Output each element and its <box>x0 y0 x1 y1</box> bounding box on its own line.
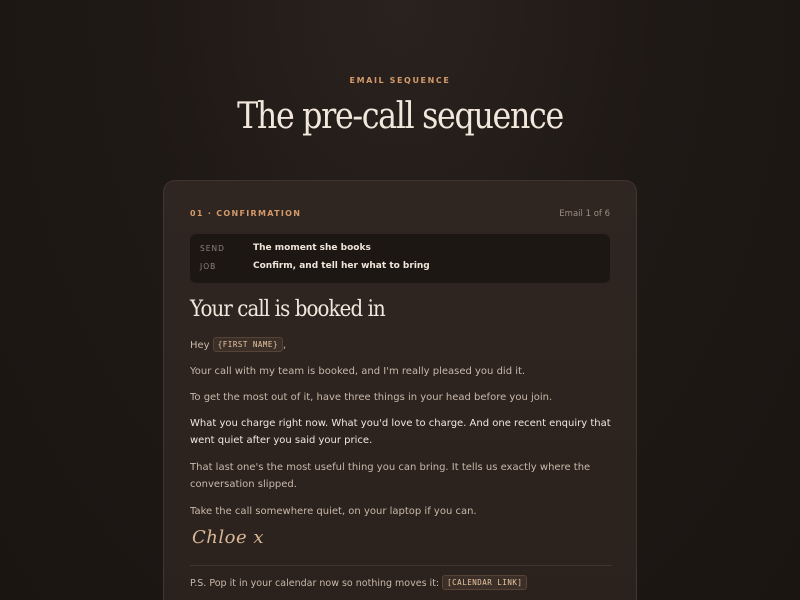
divider <box>190 565 612 566</box>
email-paragraph: That last one's the most useful thing you can bring. It tells us exactly where the conversation slipped. <box>190 462 591 490</box>
meta-key: JOB <box>200 262 217 271</box>
section-eyebrow: EMAIL SEQUENCE <box>349 76 451 85</box>
first-name-token: {FIRST NAME} <box>213 337 283 352</box>
meta-key: SEND <box>200 244 225 253</box>
card-header <box>190 209 610 221</box>
ps-text: P.S. Pop it in your calendar now so nothing moves it: <box>190 578 440 589</box>
greeting-suffix: , <box>282 340 287 351</box>
email-paragraph: Take the call somewhere quiet, on your laptop if you can. <box>190 506 477 517</box>
email-paragraph: To get the most out of it, have three things in your head before you join. <box>190 392 553 403</box>
signature: Chloe x <box>192 527 264 548</box>
email-count: Email 1 of 6 <box>559 209 610 219</box>
page-title: The pre-call sequence <box>237 96 563 137</box>
email-paragraph: Your call with my team is booked, and I'm really pleased you did it. <box>190 366 526 377</box>
email-meta-box <box>190 234 610 283</box>
calendar-link-token: [CALENDAR LINK] <box>442 575 527 590</box>
step-label: 01 · CONFIRMATION <box>190 209 302 218</box>
greeting-prefix: Hey <box>190 340 210 351</box>
email-paragraph-emphasis: What you charge right now. What you'd love to charge. And one recent enquiry that went quiet after you said your price. <box>190 418 611 446</box>
email-subject: Your call is booked in <box>190 297 385 322</box>
email-card <box>163 180 637 600</box>
meta-row-send <box>200 243 600 257</box>
meta-row-job <box>200 261 600 275</box>
postscript <box>190 575 615 592</box>
meta-value: The moment she books <box>253 243 371 253</box>
meta-value: Confirm, and tell her what to bring <box>253 261 430 271</box>
email-greeting <box>190 337 615 354</box>
